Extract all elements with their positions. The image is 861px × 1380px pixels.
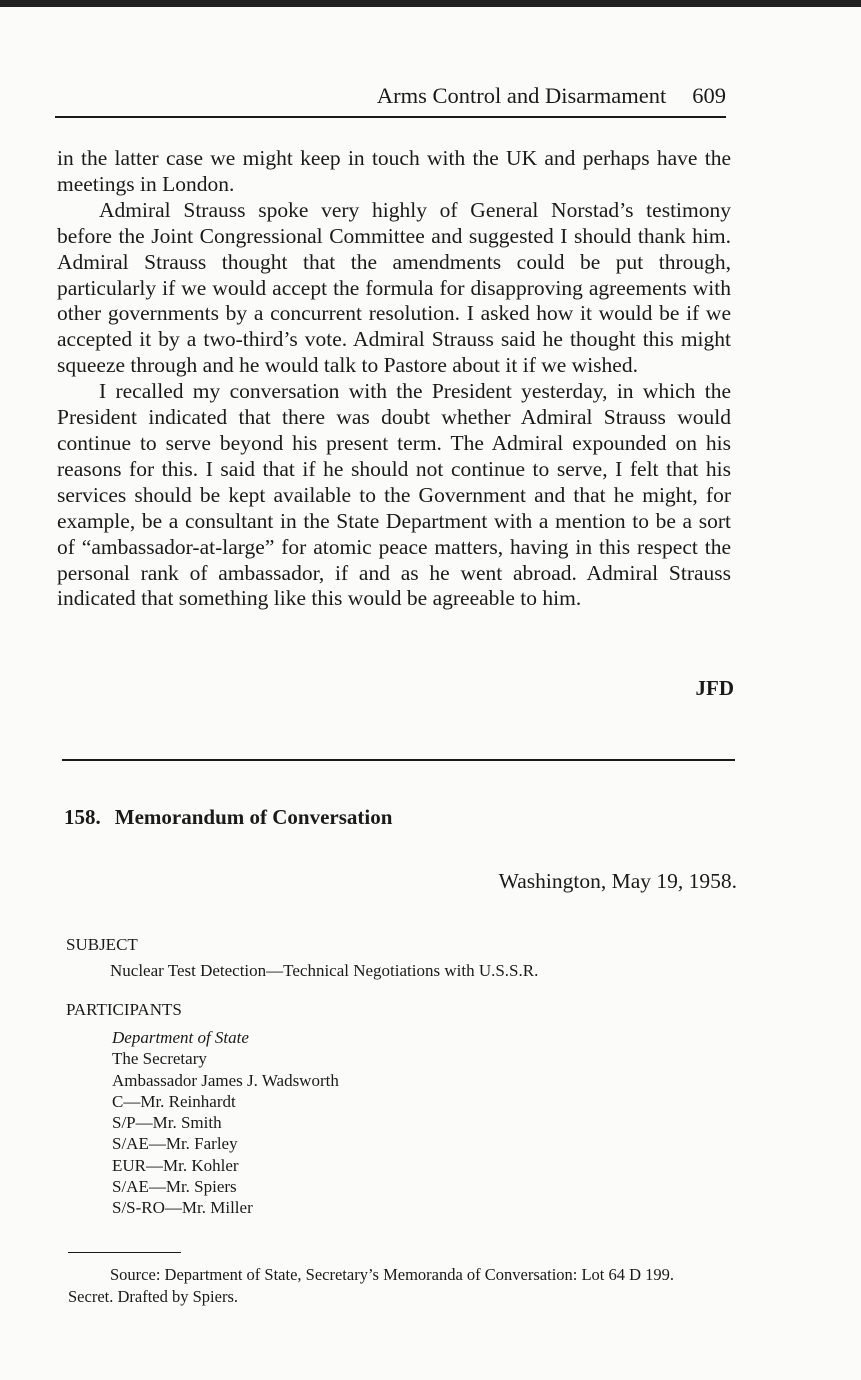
participants-group-label: Department of State: [112, 1028, 249, 1047]
participants-list: [112, 1027, 612, 1219]
body-paragraph: Admiral Strauss spoke very highly of General Norstad’s testimony before the Joint Congressional Committee and suggested I should thank him. Admiral Strauss thought that the amendments could be put through, particularly if we would accept the formula for disapproving agreements with other governments by a concurrent resolution. I asked how it would be if we accepted it by a two-third’s vote. Admiral Strauss said he thought this might squeeze through and he would talk to Pastore about it if we wished.: [57, 197, 731, 378]
footnote-classification: Secret. Drafted by Spiers.: [68, 1287, 238, 1306]
document-heading: [64, 803, 664, 831]
dateline: Washington, May 19, 1958.: [498, 869, 737, 893]
participant: EUR—Mr. Kohler: [112, 1155, 239, 1175]
subject-label: SUBJECT: [66, 935, 138, 954]
body-paragraph: in the latter case we might keep in touch with the UK and perhaps have the meetings in London.: [57, 146, 731, 196]
participants-label: PARTICIPANTS: [66, 1000, 182, 1019]
signature-initials: JFD: [695, 676, 734, 700]
participant: Ambassador James J. Wadsworth: [112, 1070, 339, 1090]
body-text: [57, 146, 731, 612]
header-rule: [55, 116, 726, 118]
participant: S/AE—Mr. Spiers: [112, 1177, 237, 1197]
footnote-rule: [68, 1252, 181, 1253]
participant: The Secretary: [112, 1049, 207, 1069]
participant: S/AE—Mr. Farley: [112, 1134, 238, 1154]
document-number: 158.: [64, 805, 101, 829]
subject-text: Nuclear Test Detection—Technical Negotiations with U.S.S.R.: [110, 961, 539, 980]
running-head: [56, 80, 726, 112]
participant: S/S-RO—Mr. Miller: [112, 1198, 253, 1218]
body-paragraph: I recalled my conversation with the President yesterday, in which the President indicated that there was doubt whether Admiral Strauss would continue to serve beyond his present term. The Admiral expounded on his reasons for this. I said that if he should not continue to serve, I felt that his services should be kept available to the Government and that he might, for example, be a consultant in the State Department with a mention to be a sort of “ambassador-at-large” for atomic peace matters, having in this respect the personal rank of ambassador, if and as he went abroad. Admiral Strauss indicated that something like this would be agreeable to him.: [57, 379, 731, 611]
section-divider: [62, 759, 735, 761]
page-number: 609: [692, 83, 726, 108]
footnote: [68, 1264, 748, 1308]
running-head-title: Arms Control and Disarmament: [376, 83, 667, 108]
page-top-edge: [0, 0, 861, 7]
document-title: Memorandum of Conversation: [114, 805, 393, 829]
participant: S/P—Mr. Smith: [112, 1113, 222, 1133]
footnote-source: Source: Department of State, Secretary’s Memoranda of Conversation: Lot 64 D 199.: [110, 1265, 675, 1284]
participant: C—Mr. Reinhardt: [112, 1091, 236, 1111]
